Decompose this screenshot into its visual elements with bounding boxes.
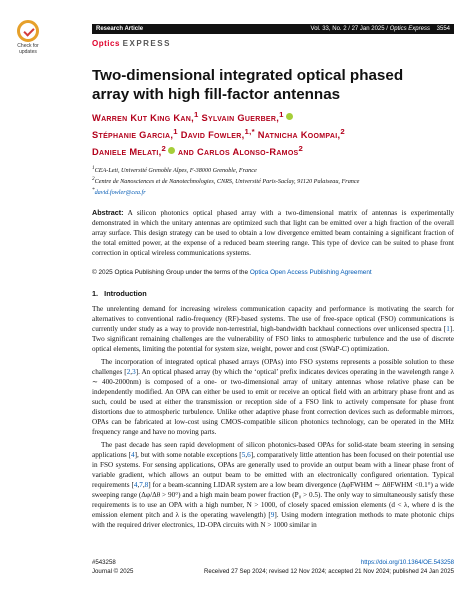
check-updates-icon <box>17 20 39 42</box>
author-list: Warren Kut King Kan,$^1$ Sylvain Guerber,$^1$ Stéphanie Garcia,$^1$ David Fowler,$^{1,*}$ Natnicha Koompai,$^2$ Daniele Melati,$^2$ and Carlos Alonso-Ramos$^2$ <box>92 110 345 158</box>
orcid-icon[interactable] <box>168 147 175 154</box>
journal-logo: Optics EXPRESS <box>92 39 171 48</box>
license-link[interactable]: Optica Open Access Publishing Agreement <box>249 269 372 276</box>
citation-link[interactable]: 4 <box>133 481 138 489</box>
citation-link[interactable]: 5 <box>241 451 246 459</box>
paragraph-1: The unrelenting demand for increasing wireless communication capacity and performance is motivating the search for alternatives to conventional radio-frequency (RF)-based systems. The use of free-space optical (FSO) communications is currently under study as a way to provide non-terrestrial, high-bandwidth backhaul connections over unlicensed spectra [1]. Two significant remaining challenges are the vulnerability of FSO links to atmospheric turbulence and the use of discrete optical elements, limiting the potential for system size, weight, power and cost (SWaP-C) optimization. <box>92 305 454 353</box>
paragraph-3: The past decade has seen rapid development of silicon photonics-based OPAs for solid-state beam steering in sensing applications [4], but with some notable exceptions [5,6], comparatively little attention has been focused on their potential use in FSO systems. For sensing applications, OPAs are generally used to provide an output beam with a linear phase front of variable gradient, which allows an output beam to be emitted with an electronically configured orientation. Typical requirements [4,7,8] for a beam-scanning LIDAR system are a low beam divergence (ΔφFWHM ∼ ΔθFWHM <0.1°) a wide sweeping range (Δφ/Δθ > 90°) and a high main beam power fraction (P₀ > 0.5). The only way to simultaneously satisfy these requirements is to use an OPA with a high number, N > 1000, of closely spaced emission elements (d < λ, where d is the emission element pitch and λ is the operating wavelength) [9]. Using modern integration methods to mate photonic chips with the required driver electronics, 1D-OPA circuits with N > 1000 similar in <box>92 441 455 529</box>
abstract <box>92 208 454 258</box>
check-updates-label: Check for updates <box>17 43 39 55</box>
paper-title: Two-dimensional integrated optical phased array with high fill-factor antennas <box>92 67 404 103</box>
copyright-notice: © 2025 Optica Publishing Group under the terms of the Optica Open Access Publishing Agreement <box>92 269 372 276</box>
affiliations <box>92 164 454 197</box>
citation-link[interactable]: 1 <box>446 325 450 333</box>
affiliation-1: $^1$CEA-Leti, Université Grenoble Alpes, F-38000 Grenoble, France <box>92 165 257 175</box>
article-id: #543258 <box>92 559 116 566</box>
corresponding-email[interactable]: *david.fowler@cea.fr <box>92 187 146 197</box>
paragraph-2: The incorporation of integrated optical phased arrays (OPAs) into FSO systems represents a possible solution to these challenges [2,3]. An optical phased array (by which the ‘optical’ prefix indicates devices operating in the wavelength range λ ∼ 400-2000nm) is composed of a one- or two-dimensional array of unitary antennas whose relative phase can be independently modified. An OPA can either be used to emit or receive an optical field with an arbitrary phase front and as such, could be used at either the transmission or reception side of a FSO link to actively compensate for phase front distortions due to atmospheric turbulence. Unlike other adaptive phase front correction devices such as deformable mirrors, OPAs can be fabricated at low-cost using CMOS-compatible silicon photonics technology, can be operated in the MHz frequency range and have no moving parts. <box>92 358 454 436</box>
volume-info: Vol. 33, No. 2 / 27 Jan 2025 / Optics Express 3554 <box>310 26 450 32</box>
citation-link[interactable]: 9 <box>270 511 275 519</box>
article-type: Research Article <box>96 26 144 32</box>
doi-link[interactable]: https://doi.org/10.1364/OE.543258 <box>360 559 454 566</box>
citation-link[interactable]: 8 <box>144 481 149 489</box>
journal-header-bar <box>92 24 454 34</box>
orcid-icon[interactable] <box>286 113 293 120</box>
affiliation-2: $^2$Centre de Nanosciences et de Nanotechnologies, CNRS, Université Paris-Saclay, 91120 Palaiseau, France <box>92 176 360 186</box>
abstract-label: Abstract: <box>92 208 124 217</box>
citation-link[interactable]: 2 <box>126 368 131 376</box>
check-for-updates-badge[interactable] <box>13 20 43 55</box>
journal-copyright: Journal © 2025 <box>92 568 134 575</box>
citation-link[interactable]: 6 <box>247 451 251 459</box>
section-heading-introduction: 1. Introduction <box>92 289 147 298</box>
introduction-body <box>92 304 454 533</box>
abstract-text: A silicon photonics optical phased array with a two-dimensional matrix of antennas is experimentally demonstrated in which the unitary antennas are optimized such that light can be emitted over a high fraction of the overall array surface. This design strategy can be used to obtain a low divergence emitted beam containing a significant fraction of the total emitted power, at the expense of a reduced beam steering range. This type of device can be suited to phase front correction in optical wireless communications systems. <box>92 209 454 257</box>
publication-dates: Received 27 Sep 2024; revised 12 Nov 2024; accepted 21 Nov 2024; published 24 Jan 2025 <box>203 568 454 575</box>
citation-link[interactable]: 3 <box>132 368 136 376</box>
citation-link[interactable]: 7 <box>139 481 143 489</box>
citation-link[interactable]: 4 <box>131 451 135 459</box>
page-footer <box>92 558 454 576</box>
